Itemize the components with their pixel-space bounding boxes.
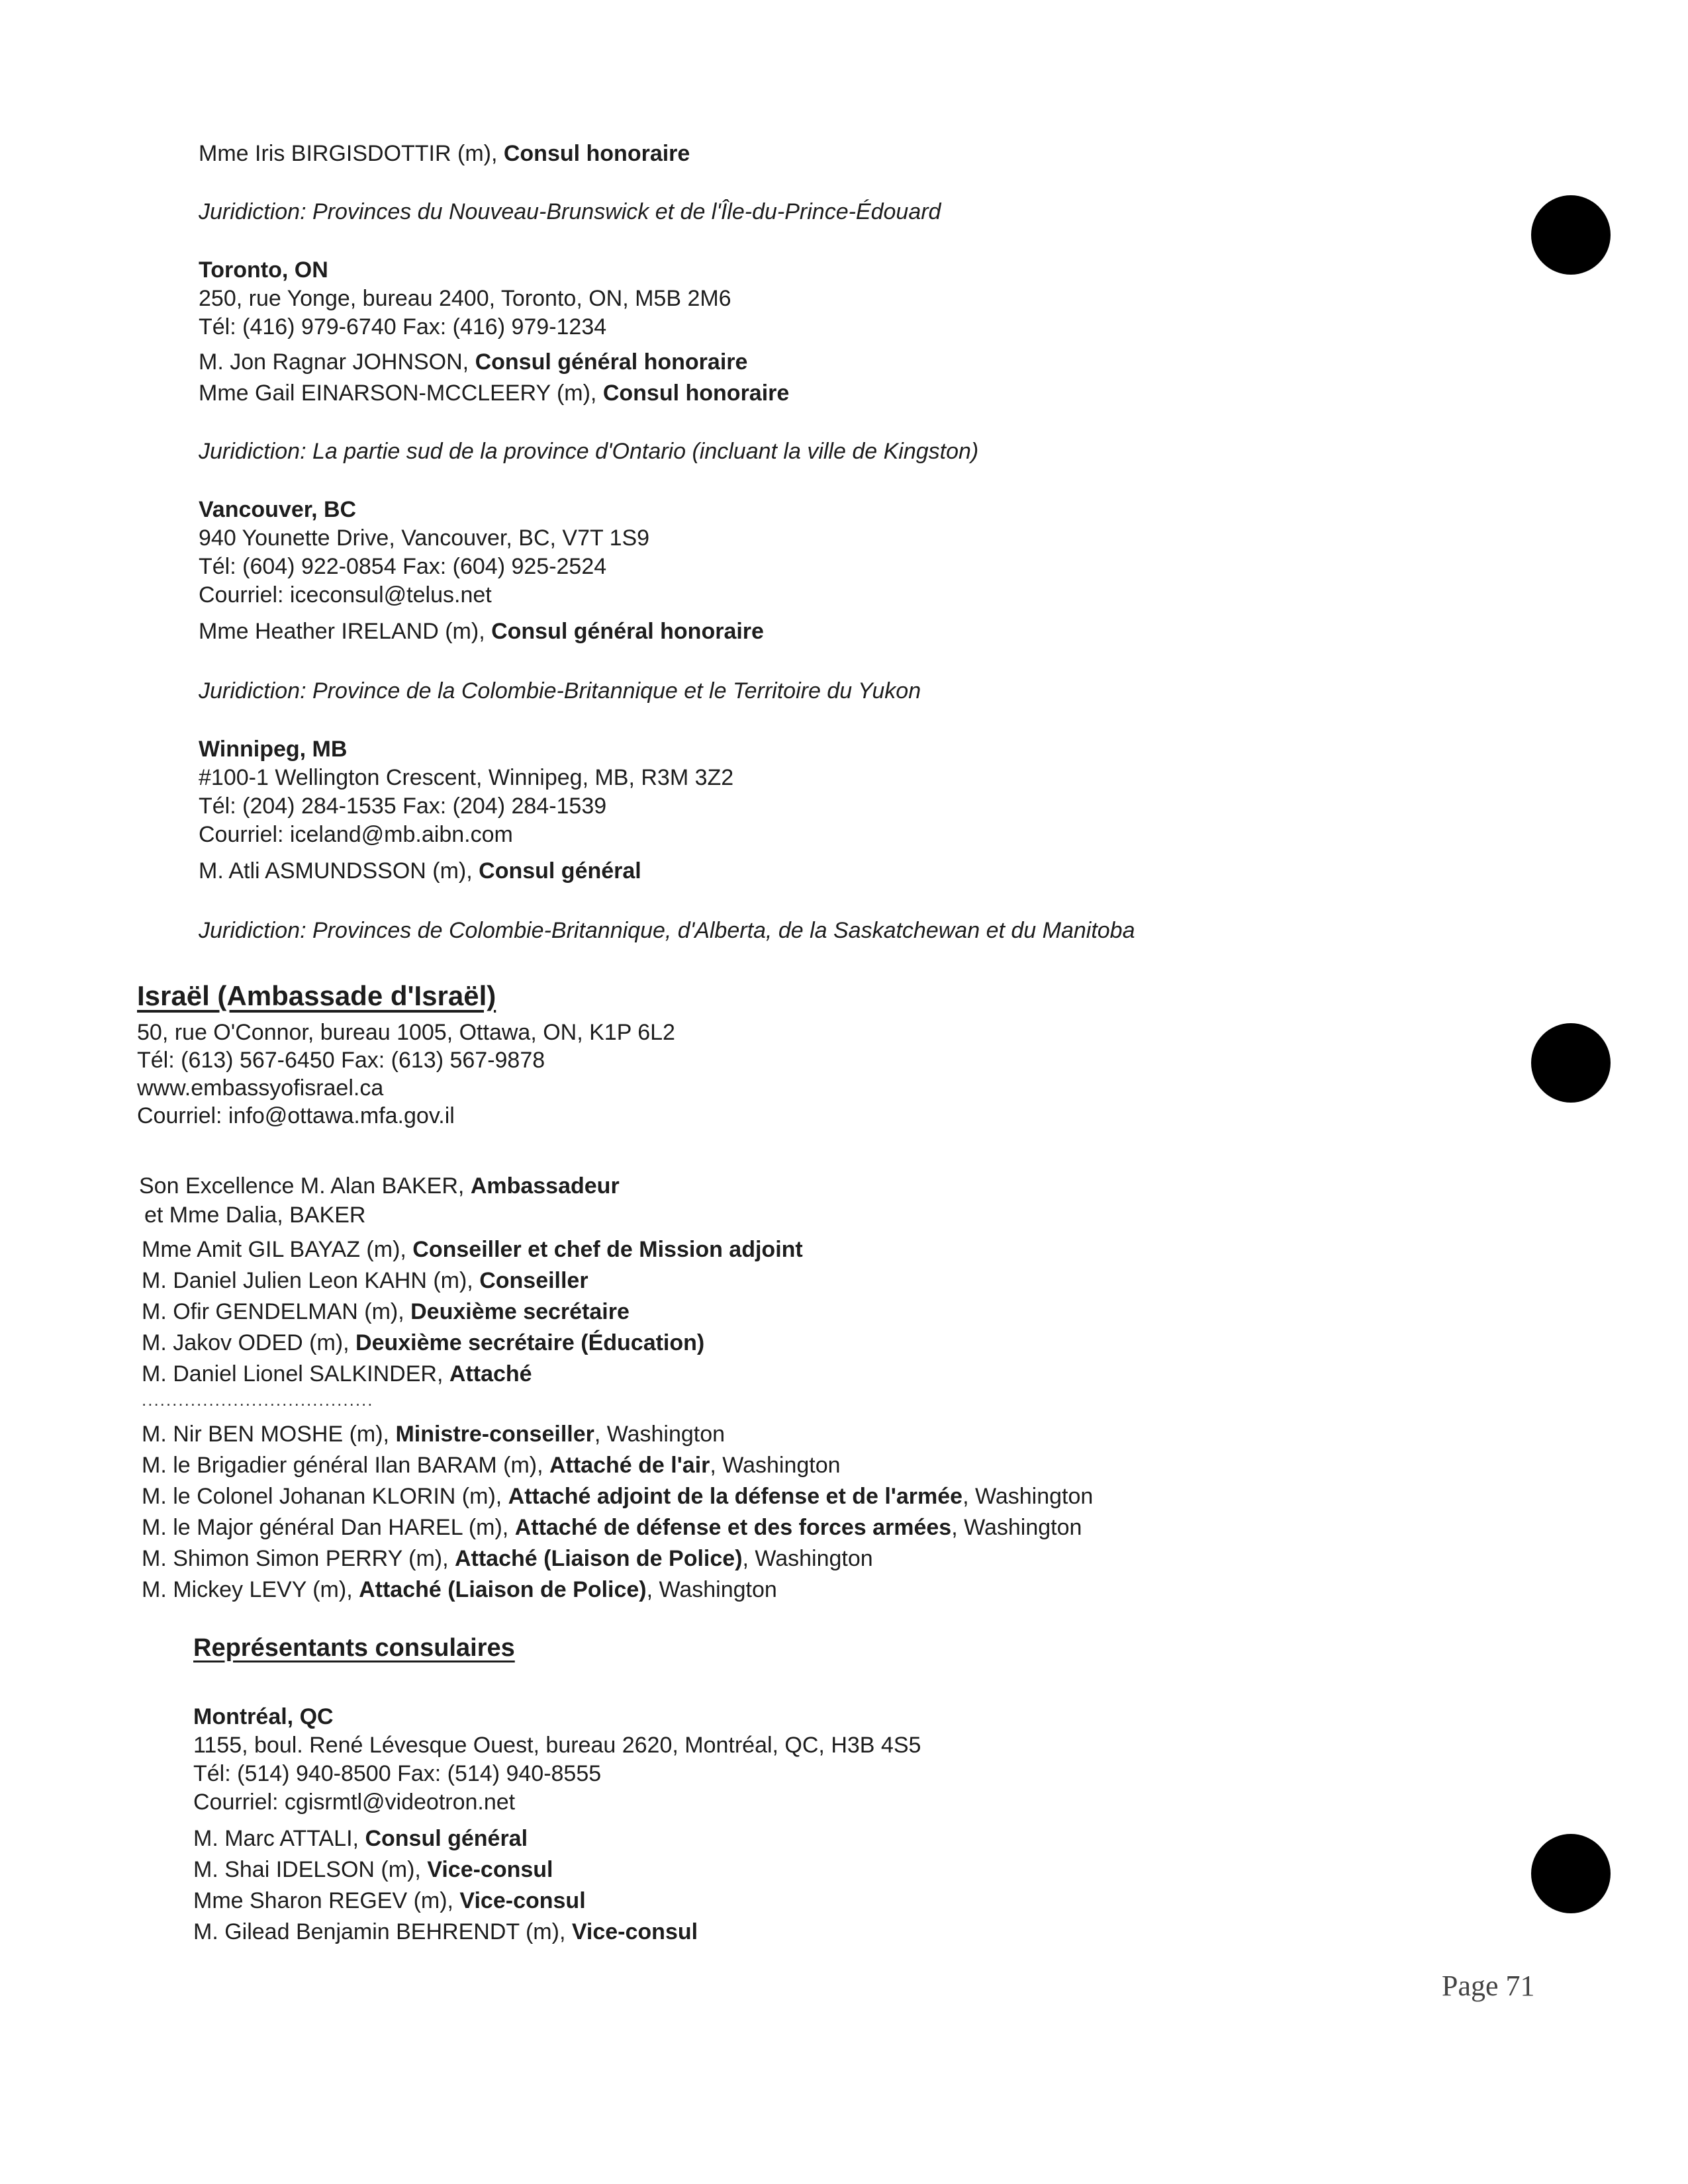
phone-fax-line: Tél: (416) 979-6740 Fax: (416) 979-1234 — [199, 314, 607, 340]
staff-entry: Mme Amit GIL BAYAZ (m), Conseiller et chef de Mission adjoint — [142, 1237, 803, 1262]
jurisdiction-note: Juridiction: Province de la Colombie-Britannique et le Territoire du Yukon — [199, 678, 921, 704]
website-line[interactable]: www.embassyofisrael.ca — [137, 1075, 384, 1101]
phone-fax-line: Tél: (514) 940-8500 Fax: (514) 940-8555 — [193, 1761, 602, 1786]
email-line[interactable]: Courriel: info@ottawa.mfa.gov.il — [137, 1103, 455, 1128]
staff-entry: M. Shimon Simon PERRY (m), Attaché (Liaison de Police), Washington — [142, 1546, 873, 1571]
address-line: #100-1 Wellington Crescent, Winnipeg, MB, R3M 3Z2 — [199, 765, 734, 790]
address-line: 940 Younette Drive, Vancouver, BC, V7T 1S9 — [199, 525, 650, 551]
address-line: 50, rue O'Connor, bureau 1005, Ottawa, ON, K1P 6L2 — [137, 1020, 675, 1045]
address-line: 250, rue Yonge, bureau 2400, Toronto, ON, M5B 2M6 — [199, 286, 731, 311]
staff-entry: M. Nir BEN MOSHE (m), Ministre-conseiller, Washington — [142, 1422, 726, 1447]
punch-hole-mark — [1531, 1023, 1611, 1103]
city-heading: Winnipeg, MB — [199, 737, 348, 762]
consul-entry: Mme Iris BIRGISDOTTIR (m), Consul honoraire — [199, 141, 690, 166]
staff-entry: M. Mickey LEVY (m), Attaché (Liaison de Police), Washington — [142, 1577, 777, 1602]
city-heading: Vancouver, BC — [199, 497, 357, 522]
city-heading: Toronto, ON — [199, 257, 328, 283]
punch-hole-mark — [1531, 195, 1611, 275]
consul-entry: M. Marc ATTALI, Consul général — [193, 1826, 528, 1851]
consul-entry: M. Gilead Benjamin BEHRENDT (m), Vice-consul — [193, 1919, 698, 1944]
phone-fax-line: Tél: (613) 567-6450 Fax: (613) 567-9878 — [137, 1048, 545, 1073]
consul-entry: Mme Gail EINARSON-MCCLEERY (m), Consul honoraire — [199, 381, 790, 406]
spouse-line: et Mme Dalia, BAKER — [144, 1203, 366, 1228]
email-line[interactable]: Courriel: iceconsul@telus.net — [199, 582, 492, 608]
dotted-separator: ...................................... — [142, 1390, 374, 1410]
consul-entry: M. Shai IDELSON (m), Vice-consul — [193, 1857, 553, 1882]
phone-fax-line: Tél: (204) 284-1535 Fax: (204) 284-1539 — [199, 794, 607, 819]
jurisdiction-note: Juridiction: Provinces du Nouveau-Brunswick et de l'Île-du-Prince-Édouard — [199, 199, 941, 224]
staff-entry: M. Daniel Lionel SALKINDER, Attaché — [142, 1361, 532, 1387]
section-subtitle: Représentants consulaires — [193, 1634, 515, 1662]
staff-entry: M. Ofir GENDELMAN (m), Deuxième secrétaire — [142, 1299, 630, 1324]
consul-entry: M. Atli ASMUNDSSON (m), Consul général — [199, 858, 641, 884]
page-number: Page 71 — [1442, 1970, 1535, 2002]
staff-entry: M. Daniel Julien Leon KAHN (m), Conseiller — [142, 1268, 588, 1293]
ambassador-entry: Son Excellence M. Alan BAKER, Ambassadeur — [139, 1173, 620, 1199]
address-line: 1155, boul. René Lévesque Ouest, bureau 2620, Montréal, QC, H3B 4S5 — [193, 1733, 921, 1758]
email-line[interactable]: Courriel: cgisrmtl@videotron.net — [193, 1790, 516, 1815]
country-title: Israël (Ambassade d'Israël) — [137, 980, 496, 1011]
staff-entry: M. Jakov ODED (m), Deuxième secrétaire (Éducation) — [142, 1330, 705, 1355]
jurisdiction-note: Juridiction: Provinces de Colombie-Britannique, d'Alberta, de la Saskatchewan et du Manitoba — [199, 918, 1135, 943]
staff-entry: M. le Brigadier général Ilan BARAM (m), Attaché de l'air, Washington — [142, 1453, 841, 1478]
staff-entry: M. le Colonel Johanan KLORIN (m), Attaché adjoint de la défense et de l'armée, Washington — [142, 1484, 1094, 1509]
punch-hole-mark — [1531, 1834, 1611, 1913]
email-line[interactable]: Courriel: iceland@mb.aibn.com — [199, 822, 513, 847]
consul-entry: M. Jon Ragnar JOHNSON, Consul général honoraire — [199, 349, 748, 375]
phone-fax-line: Tél: (604) 922-0854 Fax: (604) 925-2524 — [199, 554, 607, 579]
jurisdiction-note: Juridiction: La partie sud de la province d'Ontario (incluant la ville de Kingston) — [199, 439, 979, 464]
consul-entry: Mme Heather IRELAND (m), Consul général honoraire — [199, 619, 764, 644]
staff-entry: M. le Major général Dan HAREL (m), Attaché de défense et des forces armées, Washington — [142, 1515, 1082, 1540]
consul-entry: Mme Sharon REGEV (m), Vice-consul — [193, 1888, 586, 1913]
city-heading: Montréal, QC — [193, 1704, 334, 1729]
